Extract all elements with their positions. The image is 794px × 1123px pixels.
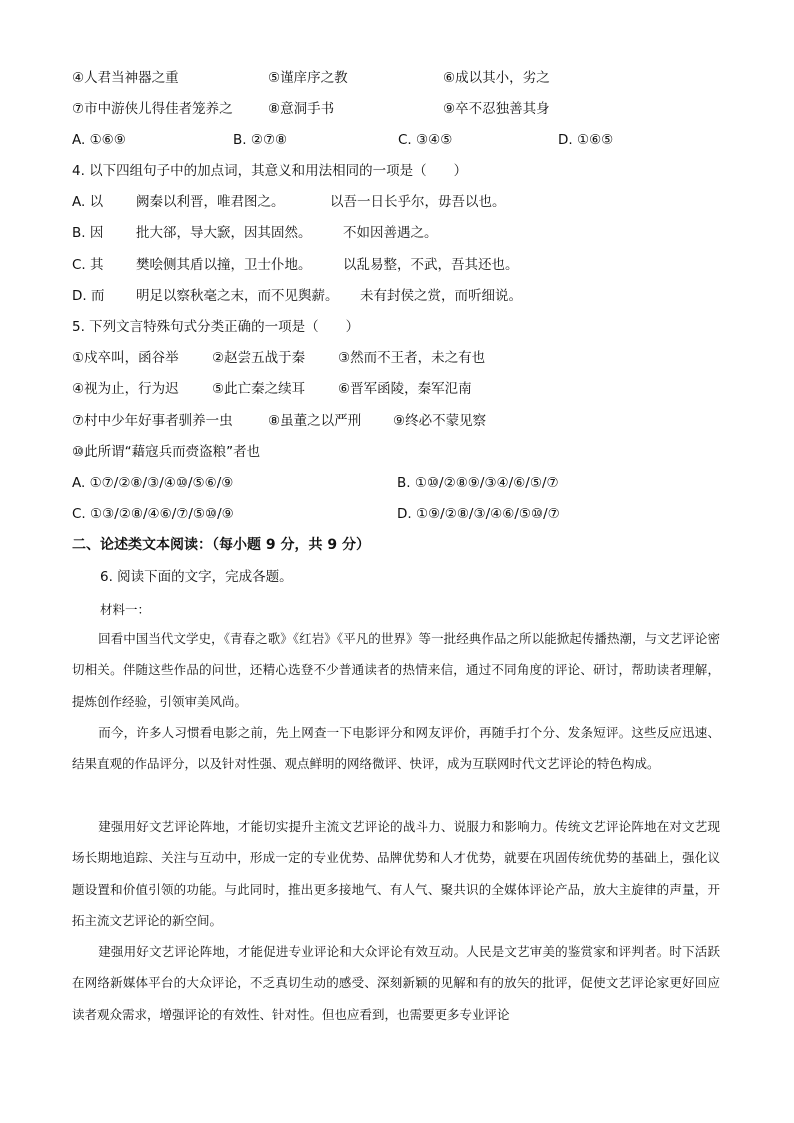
paragraph-3-text: 建强用好文艺评论阵地，才能切实提升主流文艺评论的战斗力、说服力和影响力。传统文艺评论阵地在对文艺现场长期地追踪、关注与互动中，形成一定的专业优势、品牌优势和人才优势，就要在巩固传统优势的基础上，强化议题设置和价值引领的功能。与此同时，推出更多接地气、有人气、聚共识的全媒体评论产品，放大主旋律的声量，开拓主流文艺评论的新空间。 [72,819,720,928]
q6-stem: 6. 阅读下面的文字，完成各题。 [100,569,293,585]
q5-item-8: ⑧虽董之以严刑 [268,413,362,429]
q3-option-a: A. ①⑥⑨ [72,132,126,148]
q5-item-7: ⑦村中少年好事者驯养一虫 [72,413,233,429]
q4-option-a-sentence1: 阙秦以利晋，唯君图之。 [136,194,285,210]
q5-option-b: B. ①⑩/②⑧⑨/③④/⑥/⑤/⑦ [397,475,559,491]
q3-option-d: D. ①⑥⑤ [558,132,614,148]
paragraph-3 [72,811,720,936]
q5-item-4: ④视为止，行为迟 [72,381,179,397]
q4-option-c-label: C. 其 [72,257,104,273]
section-heading: 二、论述类文本阅读：（每小题 9 分，共 9 分） [72,537,370,553]
q5-option-c: C. ①③/②⑧/④⑥/⑦/⑤⑩/⑨ [72,506,234,522]
paragraph-4-text: 建强用好文艺评论阵地，才能促进专业评论和大众评论有效互动。人民是文艺审美的鉴赏家和评判者。时下活跃在网络新媒体平台的大众评论，不乏真切生动的感受、深刻新颖的见解和有的放矢的批评，促使文艺评论家更好回应读者观众需求，增强评论的有效性、针对性。但也应看到，也需要更多专业评论 [72,944,720,1022]
q3-option-c: C. ③④⑤ [398,132,453,148]
q4-option-b-label: B. 因 [72,225,104,241]
q5-item-2: ②赵尝五战于秦 [212,350,306,366]
q4-option-d-sentence2: 未有封侯之赏，而听细说。 [360,288,522,304]
q4-option-a-sentence2: 以吾一日长乎尔，毋吾以也。 [330,194,506,210]
q5-item-1: ①戍卒叫，函谷举 [72,350,179,366]
q5-item-10: ⑩此所谓“藉寇兵而赍盗粮”者也 [72,444,261,460]
q4-option-c-sentence2: 以乱易整，不武，吾其还也。 [343,257,519,273]
q3-item-7: ⑦市中游侠儿得佳者笼养之 [72,101,233,117]
q4-option-a-label: A. 以 [72,194,104,210]
q4-option-d-sentence1: 明足以察秋毫之末，而不见舆薪。 [136,288,339,304]
q4-option-b-sentence2: 不如因善遇之。 [343,225,438,241]
paragraph-1 [72,623,720,717]
q5-item-6: ⑥晋军函陵，秦军氾南 [338,381,472,397]
paragraph-2-text: 而今，许多人习惯看电影之前，先上网查一下电影评分和网友评价，再随手打个分、发条短评。这些反应迅速、结果直观的作品评分，以及针对性强、观点鲜明的网络微评、快评，成为互联网时代文艺评论的特色构成。 [72,725,720,772]
paragraph-1-text: 回看中国当代文学史，《青春之歌》《红岩》《平凡的世界》等一批经典作品之所以能掀起传播热潮，与文艺评论密切相关。伴随这些作品的问世，还精心选登不少普通读者的热情来信，通过不同角度的评论、研讨，帮助读者理解，提炼创作经验，引领审美风尚。 [72,631,720,709]
q3-item-4: ④人君当神器之重 [72,70,179,86]
q5-item-3: ③然而不王者，未之有也 [338,350,486,366]
q5-stem: 5. 下列文言特殊句式分类正确的一项是（ ） [72,319,360,335]
q4-option-b-sentence1: 批大郤，导大窾，因其固然。 [136,225,312,241]
q5-option-d: D. ①⑨/②⑧/③/④⑥/⑤⑩/⑦ [397,506,560,522]
q3-item-5: ⑤谨庠序之教 [268,70,348,86]
material-label: 材料一： [100,602,151,617]
q3-option-b: B. ②⑦⑧ [233,132,288,148]
q3-item-6: ⑥成以其小，劣之 [443,70,550,86]
paragraph-2 [72,717,720,780]
q4-option-d-label: D. 而 [72,288,105,304]
q3-item-9: ⑨卒不忍独善其身 [443,101,550,117]
paragraph-4 [72,936,720,1030]
q4-option-c-sentence1: 樊哙侧其盾以撞，卫士仆地。 [136,257,312,273]
q3-item-8: ⑧意洞手书 [268,101,335,117]
q5-item-5: ⑤此亡秦之续耳 [212,381,306,397]
q4-stem: 4. 以下四组句子中的加点词，其意义和用法相同的一项是（ ） [72,163,468,179]
q5-option-a: A. ①⑦/②⑧/③/④⑩/⑤⑥/⑨ [72,475,234,491]
q5-item-9: ⑨终必不蒙见察 [393,413,487,429]
